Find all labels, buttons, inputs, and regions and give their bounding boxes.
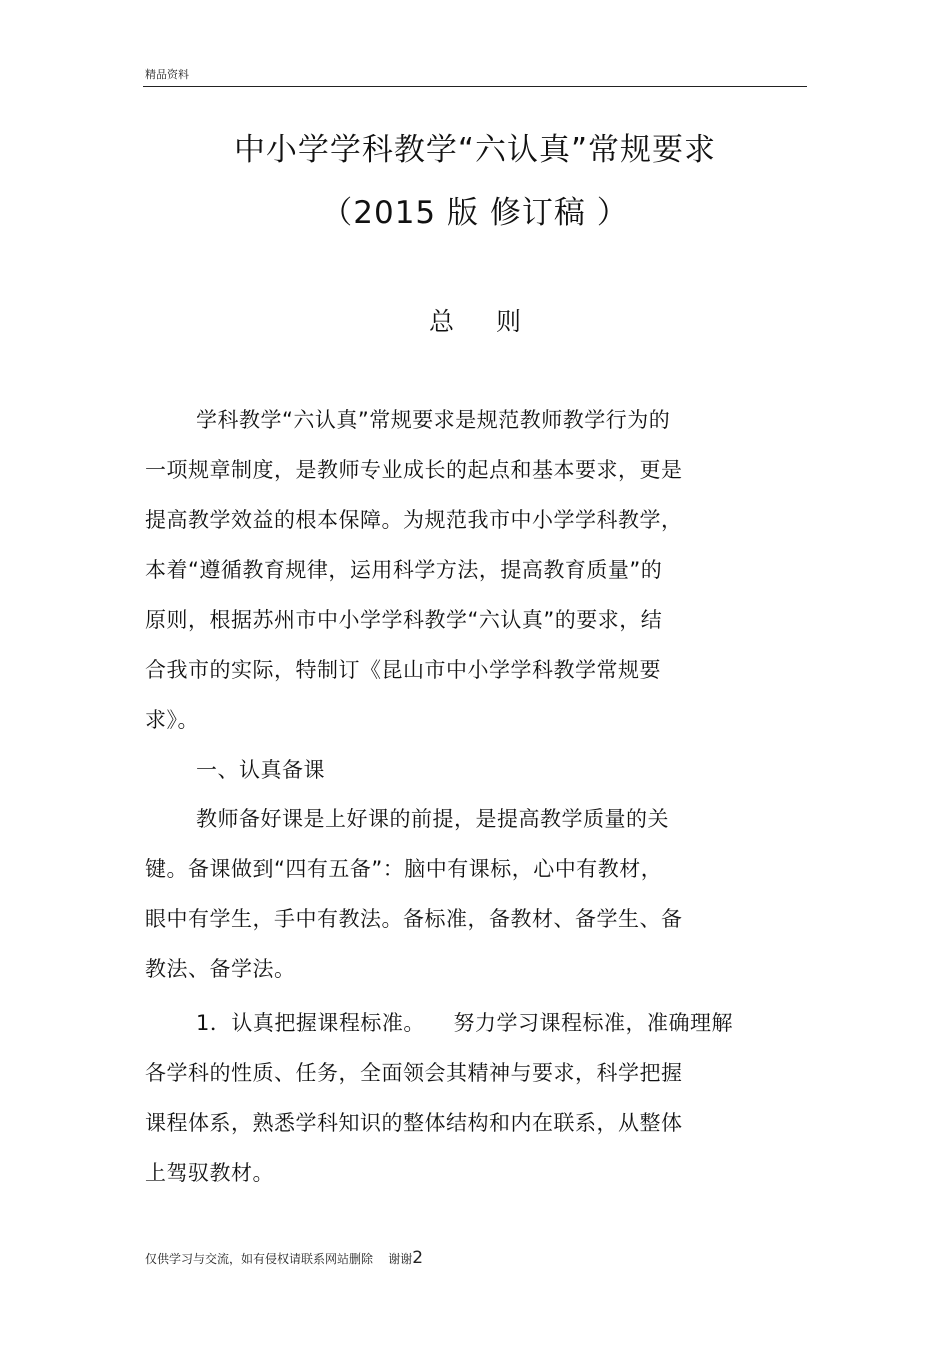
page-number: 2 xyxy=(412,1248,424,1268)
paragraph-line: 教法、备学法。 xyxy=(145,957,296,981)
paragraph-line: 眼中有学生，手中有教法。备标准，备教材、备学生、备 xyxy=(145,907,683,931)
section-heading: 总则 xyxy=(428,307,563,336)
paragraph-line: 1．认真把握课程标准。 努力学习课程标准，准确理解 xyxy=(196,1011,734,1035)
paragraph-line: 上驾驭教材。 xyxy=(145,1161,274,1185)
paragraph-line: 合我市的实际，特制订《昆山市中小学学科教学常规要 xyxy=(145,658,661,682)
subsection-heading: 一、认真备课 xyxy=(196,758,325,782)
paragraph-line: 原则，根据苏州市中小学学科教学“六认真”的要求，结 xyxy=(145,608,663,632)
paragraph-line: 教师备好课是上好课的前提，是提高教学质量的关 xyxy=(196,807,669,831)
footer xyxy=(145,1248,423,1268)
paragraph-line: 学科教学“六认真”常规要求是规范教师教学行为的 xyxy=(196,408,671,432)
paragraph-line: 提高教学效益的根本保障。为规范我市中小学学科教学， xyxy=(145,508,683,532)
document-title: 中小学学科教学“六认真”常规要求 xyxy=(233,132,717,168)
paragraph-line: 各学科的性质、任务，全面领会其精神与要求，科学把握 xyxy=(145,1061,683,1085)
paragraph-line: 键。备课做到“四有五备”：脑中有课标，心中有教材， xyxy=(145,857,663,881)
paragraph-line: 求》。 xyxy=(145,708,199,732)
footer-note: 仅供学习与交流，如有侵权请联系网站删除 谢谢 xyxy=(145,1252,413,1266)
document-subtitle: （2015 版 修订稿 ） xyxy=(321,195,629,231)
paragraph-line: 一项规章制度，是教师专业成长的起点和基本要求，更是 xyxy=(145,458,683,482)
paragraph-line: 课程体系，熟悉学科知识的整体结构和内在联系，从整体 xyxy=(145,1111,683,1135)
paragraph-line: 本着“遵循教育规律，运用科学方法，提高教育质量”的 xyxy=(145,558,663,582)
header-rule xyxy=(143,86,807,87)
header-label: 精品资料 xyxy=(145,68,189,81)
